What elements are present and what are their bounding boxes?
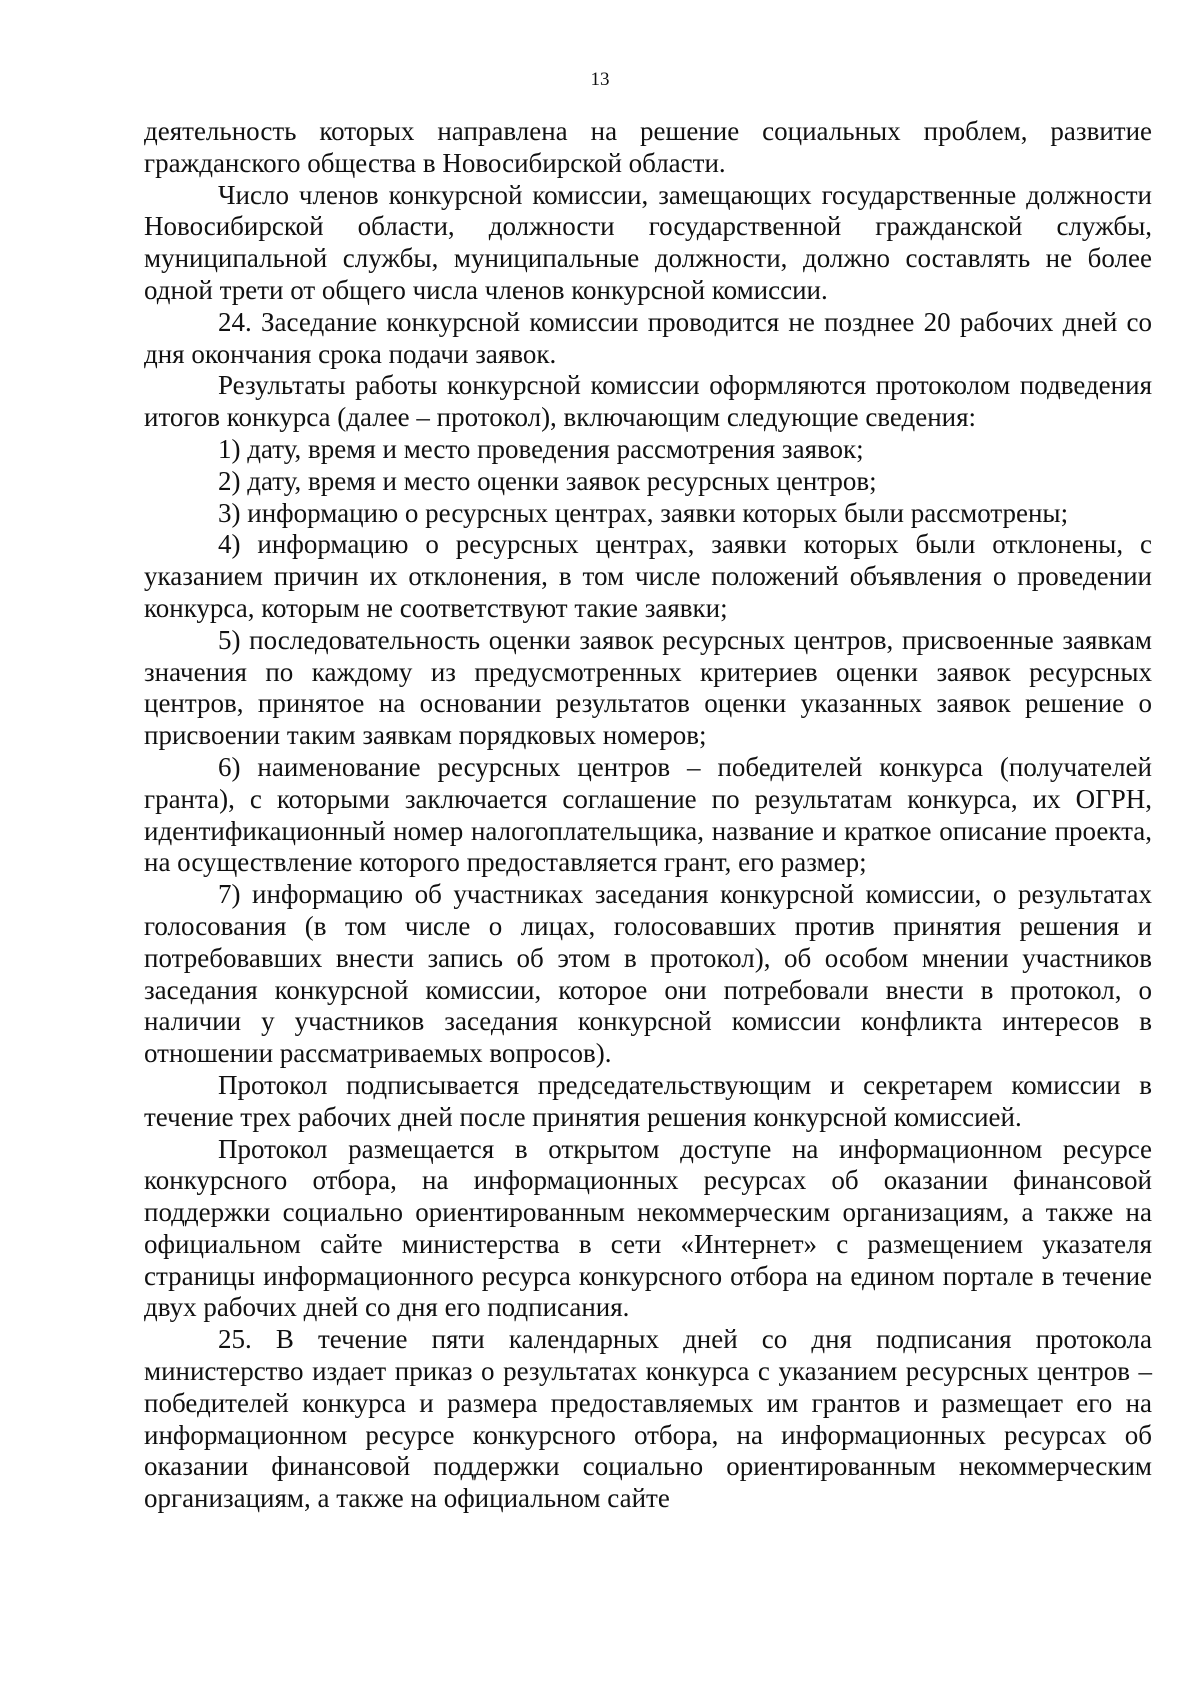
list-item-2: 2) дату, время и место оценки заявок ресурсных центров; xyxy=(218,465,877,496)
paragraph-clause-25: 25. В течение пяти календарных дней со дня подписания протокола министерство издает приказ о результатах конкурса с указанием ресурсных центров – победителей конкурса и размера предоставляемых им грантов и размещает его на информационном ресурсе конкурсного отбора, на информационных ресурсах об оказании финансовой поддержки социально ориентированным некоммерческим организациям, а также на официальном сайте xyxy=(144,1324,1152,1514)
list-item-3: 3) информацию о ресурсных центрах, заявки которых были рассмотрены; xyxy=(218,497,1069,528)
list-item-1: 1) дату, время и место проведения рассмотрения заявок; xyxy=(218,433,864,464)
paragraph-continuation: деятельность которых направлена на решение социальных проблем, развитие гражданского общества в Новосибирской области. xyxy=(144,116,1152,178)
paragraph-commission-composition: Число членов конкурсной комиссии, замещающих государственные должности Новосибирской области, должности государственной гражданской службы, муниципальной службы, муниципальные должности, должно составлять не более одной трети от общего числа членов конкурсной комиссии. xyxy=(144,179,1152,305)
paragraph-protocol-contents: Результаты работы конкурсной комиссии оформляются протоколом подведения итогов конкурса (далее – протокол), включающим следующие сведения: xyxy=(144,370,1152,433)
list-item-5: 5) последовательность оценки заявок ресурсных центров, присвоенные заявкам значения по каждому из предусмотренных критериев оценки заявок ресурсных центров, принятое на основании результатов оценки указанных заявок решение о присвоении таким заявкам порядковых номеров; xyxy=(144,624,1152,751)
list-item-4: 4) информацию о ресурсных центрах, заявки которых были отклонены, с указанием причин их отклонения, в том числе положений объявления о проведении конкурса, которым не соответствуют такие заявки; xyxy=(144,529,1152,623)
list-item-6: 6) наименование ресурсных центров – победителей конкурса (получателей гранта), с которыми заключается соглашение по результатам конкурса, их ОГРН, идентификационный номер налогоплательщика, название и краткое описание проекта, на осуществление которого предоставляется грант, его размер; xyxy=(144,751,1152,878)
list-item-7: 7) информацию об участниках заседания конкурсной комиссии, о результатах голосования (в том числе о лицах, голосовавших против принятия решения и потребовавших внести запись об этом в протокол), об особом мнении участников заседания конкурсной комиссии, которое они потребовали внести в протокол, о наличии у участников заседания конкурсной комиссии конфликта интересов в отношении рассматриваемых вопросов). xyxy=(144,879,1152,1069)
paragraph-protocol-publication: Протокол размещается в открытом доступе на информационном ресурсе конкурсного отбора, на информационных ресурсах об оказании финансовой поддержки социально ориентированным некоммерческим организациям, а также на официальном сайте министерства в сети «Интернет» с размещением указателя страницы информационного ресурса конкурсного отбора на едином портале в течение двух рабочих дней со дня его подписания. xyxy=(144,1133,1152,1323)
page-number: 13 xyxy=(590,69,610,90)
paragraph-protocol-signing: Протокол подписывается председательствующим и секретарем комиссии в течение трех рабочих дней после принятия решения конкурсной комиссией. xyxy=(144,1069,1152,1132)
document-body xyxy=(144,116,1152,1515)
paragraph-clause-24: 24. Заседание конкурсной комиссии проводится не позднее 20 рабочих дней со дня окончания срока подачи заявок. xyxy=(144,306,1152,369)
